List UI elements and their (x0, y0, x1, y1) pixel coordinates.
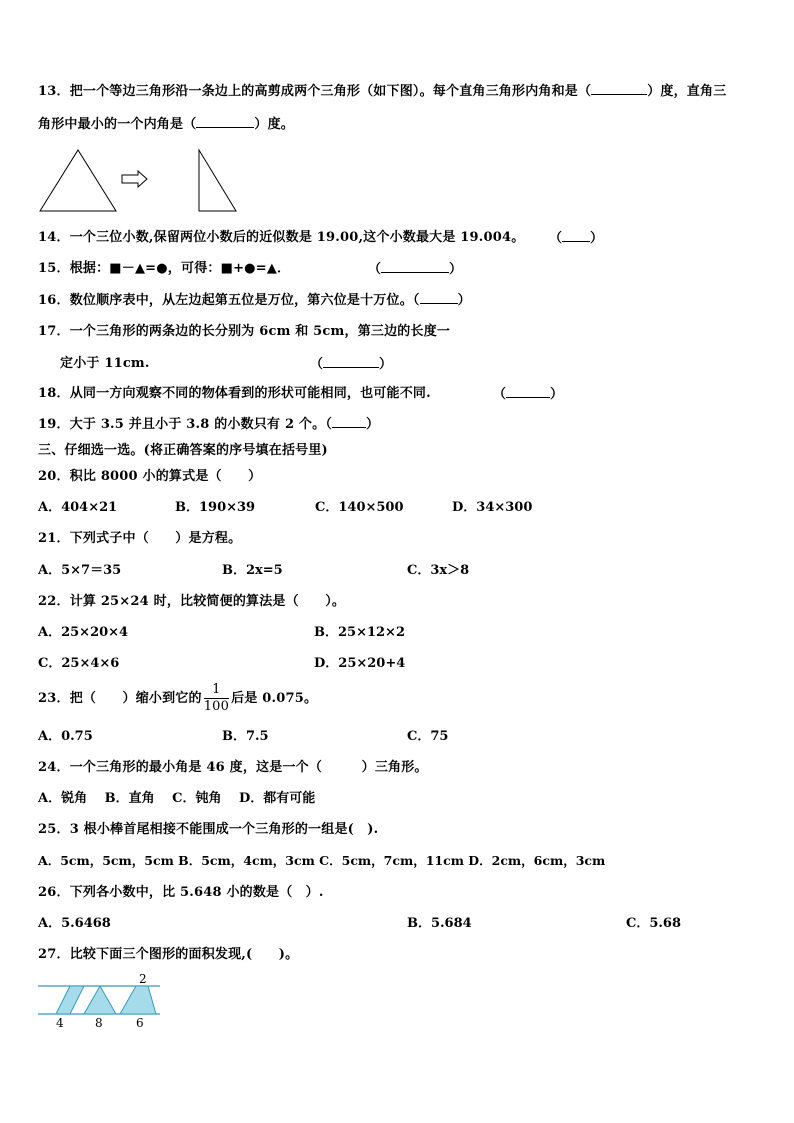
q13-triangle-figure (36, 144, 246, 216)
q13-blank-2[interactable] (196, 115, 254, 128)
q20-option-c[interactable]: C．140×500 (315, 500, 404, 515)
q17-text-a: 17．一个三角形的两条边的长分别为 6cm 和 5cm，第三边的长度一 (38, 324, 451, 339)
label-top-2: 2 (139, 972, 147, 986)
q19-blank[interactable] (332, 415, 366, 428)
q20-option-b[interactable]: B．190×39 (175, 500, 256, 515)
q17-line1 (38, 323, 450, 341)
trapezoid (120, 986, 156, 1014)
paren-right: ） (449, 262, 463, 277)
q17-answer[interactable] (310, 355, 392, 374)
paren-right: ） (590, 231, 604, 246)
right-triangle (199, 150, 236, 211)
q18 (38, 385, 431, 403)
q21-option-a[interactable]: A．5×7＝35 (38, 563, 122, 578)
q23-text-a: 23．把（ ）缩小到它的 (38, 691, 202, 706)
q18-text: 18．从同一方向观察不同的物体看到的形状可能相同，也可能不同. (38, 386, 431, 401)
fraction-denominator: 100 (203, 699, 230, 714)
q21-stem: 21．下列式子中（ ）是方程。 (38, 531, 242, 546)
q25-stem: 25．3 根小棒首尾相接不能围成一个三角形的一组是( ). (38, 822, 379, 837)
q23-option-b[interactable]: B．7.5 (222, 729, 269, 744)
q23-text-b: 后是 0.075。 (231, 691, 318, 706)
q14-blank[interactable] (562, 229, 590, 242)
q24-options[interactable]: A．锐角 B．直角 C．钝角 D．都有可能 (38, 791, 316, 806)
q24-stem: 24．一个三角形的最小角是 46 度，这是一个（ ）三角形。 (38, 760, 428, 775)
q26-option-c[interactable]: C．5.68 (626, 916, 682, 931)
paren-left: （ (493, 387, 507, 402)
paren-right: ） (550, 387, 564, 402)
q16-blank[interactable] (420, 291, 458, 304)
equilateral-triangle (40, 150, 116, 211)
q15 (38, 260, 290, 278)
paren-left: （ (310, 357, 324, 372)
triangle (84, 986, 116, 1014)
q17-blank[interactable] (323, 355, 379, 368)
parallelogram (56, 986, 84, 1014)
q21-option-b[interactable]: B．2x=5 (222, 563, 283, 578)
label-4: 4 (56, 1016, 64, 1030)
q21-option-c[interactable]: C．3x＞8 (407, 563, 470, 578)
q27-shapes-figure (36, 972, 166, 1032)
q22-option-a[interactable]: A．25×20×4 (38, 625, 129, 640)
q22-option-b[interactable]: B．25×12×2 (314, 625, 406, 640)
paren-right: ） (379, 357, 393, 372)
q16 (38, 291, 471, 310)
paren-left: （ (368, 262, 382, 277)
q26-option-a[interactable]: A．5.6468 (38, 916, 111, 931)
paren-right: ） (366, 417, 380, 432)
q14 (38, 229, 524, 247)
q26-option-b[interactable]: B．5.684 (407, 916, 472, 931)
q19-text: 19．大于 3.5 并且小于 3.8 的小数只有 2 个。（ (38, 417, 333, 432)
q13-text-c: 角形中最小的一个内角是（ (38, 117, 197, 132)
q20-option-d[interactable]: D．34×300 (452, 500, 533, 515)
label-6: 6 (136, 1016, 144, 1030)
q13-text-a: 13．把一个等边三角形沿一条边上的高剪成两个三角形（如下图）。每个直角三角形内角和是（ (38, 84, 592, 99)
q20-option-a[interactable]: A．404×21 (38, 500, 118, 515)
q13-text-d: ）度。 (254, 117, 295, 132)
q17-line2 (60, 355, 150, 373)
q15-blank[interactable] (381, 260, 449, 273)
q23-option-a[interactable]: A．0.75 (38, 729, 93, 744)
paren-left: （ (549, 231, 563, 246)
q26-stem: 26．下列各小数中，比 5.648 小的数是（ ）. (38, 885, 324, 900)
paren-right: ） (457, 293, 471, 308)
q13-line2 (38, 115, 294, 134)
q16-text: 16．数位顺序表中，从左边起第五位是万位，第六位是十万位。（ (38, 293, 420, 308)
q14-answer[interactable] (549, 229, 603, 248)
q25-options[interactable]: A．5cm，5cm，5cm B．5cm，4cm，3cm C．5cm，7cm，11cm D．2cm，6cm，3cm (38, 853, 606, 868)
q13-blank-1[interactable] (591, 82, 647, 95)
q23-option-c[interactable]: C．75 (407, 729, 449, 744)
right-arrow-icon (122, 171, 147, 187)
q27-stem: 27．比较下面三个图形的面积发现,( )。 (38, 947, 299, 962)
q15-text: 15．根据：■－▲=●，可得：■+●=▲． (38, 261, 291, 276)
q20-stem: 20．积比 8000 小的算式是（ ） (38, 469, 262, 484)
q22-stem: 22．计算 25×24 时，比较简便的算法是（ ）。 (38, 594, 346, 609)
fraction-numerator: 1 (204, 682, 229, 699)
q13-line1 (38, 82, 726, 101)
q18-answer[interactable] (493, 385, 563, 404)
q19 (38, 415, 379, 434)
section-3-heading: 三、仔细选一选。(将正确答案的序号填在括号里) (38, 443, 328, 458)
q13-text-b: ）度，直角三 (647, 84, 727, 99)
q14-text: 14．一个三位小数,保留两位小数后的近似数是 19.00,这个小数最大是 19.004。 (38, 230, 525, 245)
q23-fraction (204, 682, 229, 715)
q18-blank[interactable] (506, 385, 550, 398)
q23-stem (38, 682, 317, 716)
q22-option-d[interactable]: D．25×20+4 (314, 656, 406, 671)
q17-text-b: 定小于 11cm. (60, 356, 150, 371)
q22-option-c[interactable]: C．25×4×6 (38, 656, 120, 671)
q15-answer[interactable] (368, 260, 462, 279)
label-8: 8 (95, 1016, 103, 1030)
